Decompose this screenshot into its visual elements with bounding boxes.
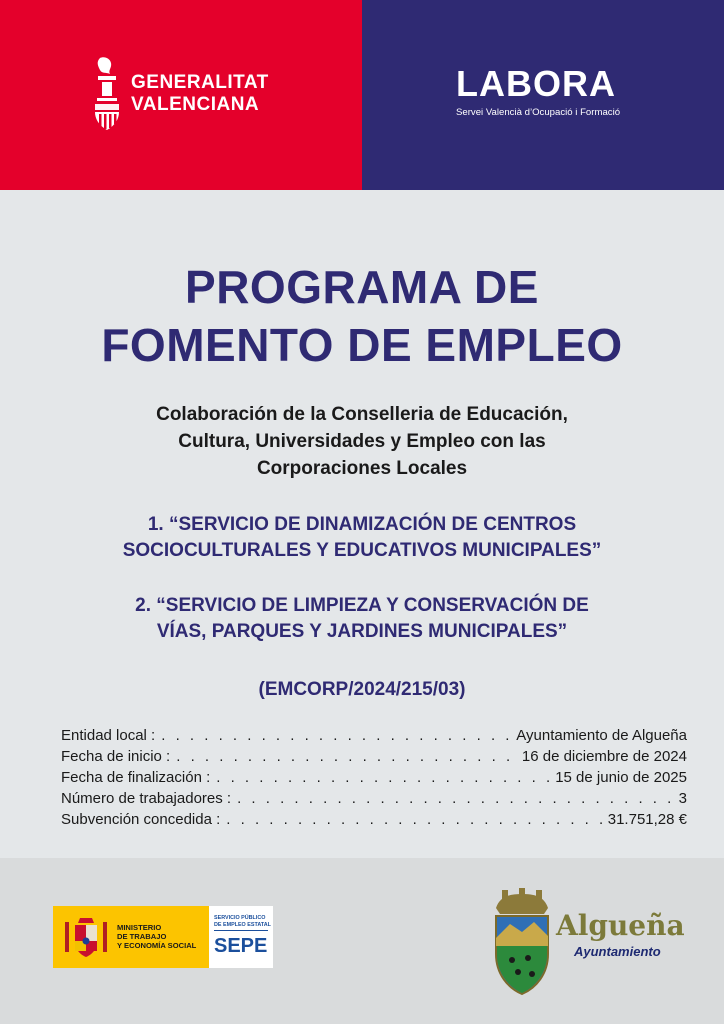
detail-value: 3 xyxy=(678,790,687,807)
dot-leader xyxy=(226,809,601,830)
labora-panel xyxy=(362,0,724,190)
labora-logo-title: LABORA xyxy=(456,63,616,104)
ministerio-line2: DE TRABAJO xyxy=(117,932,167,941)
service-2-line2: VÍAS, PARQUES Y JARDINES MUNICIPALES” xyxy=(156,621,568,642)
service-1-line1: 1. “SERVICIO DE DINAMIZACIÓN DE CENTROS xyxy=(147,514,577,535)
detail-label: Subvención concedida : xyxy=(61,811,221,828)
main-content xyxy=(0,190,724,858)
spain-coat-of-arms-icon xyxy=(63,914,109,960)
sepe-logo xyxy=(209,906,273,968)
ministerio-line1: MINISTERIO xyxy=(117,923,162,932)
sepe-caption-line2: DE EMPLEO ESTATAL xyxy=(214,921,271,928)
sepe-name: SEPE xyxy=(214,935,268,957)
program-code: (EMCORP/2024/215/03) xyxy=(258,679,466,700)
sepe-divider xyxy=(214,930,268,931)
details-list xyxy=(61,725,687,830)
detail-row xyxy=(61,746,687,767)
sepe-caption xyxy=(214,915,271,928)
program-title xyxy=(0,258,724,374)
service-1-line2: SOCIOCULTURALES Y EDUCATIVOS MUNICIPALES” xyxy=(122,540,602,561)
footer-logos xyxy=(0,858,724,1024)
service-2-line1: 2. “SERVICIO DE LIMPIEZA Y CONSERVACIÓN DE xyxy=(135,595,589,616)
generalitat-logo-icon xyxy=(90,56,124,132)
sepe-caption-line1: SERVICIO PÚBLICO xyxy=(214,915,266,921)
detail-value: Ayuntamiento de Algueña xyxy=(516,727,687,744)
detail-value: 16 de diciembre de 2024 xyxy=(521,748,687,765)
generalitat-line2: VALENCIANA xyxy=(131,94,260,115)
dot-leader xyxy=(161,725,510,746)
subtitle-line2: Cultura, Universidades y Empleo con las xyxy=(178,431,546,452)
subtitle-line1: Colaboración de la Conselleria de Educación, xyxy=(156,404,568,425)
collaboration-subtitle xyxy=(0,401,724,482)
dot-leader xyxy=(237,788,673,809)
ministerio-line3: Y ECONOMÍA SOCIAL xyxy=(117,941,197,950)
ministerio-text xyxy=(117,923,196,950)
detail-row xyxy=(61,809,687,830)
header xyxy=(0,0,724,190)
detail-label: Fecha de finalización : xyxy=(61,769,211,786)
detail-row xyxy=(61,767,687,788)
alguena-coat-of-arms-icon xyxy=(488,888,556,996)
program-title-line1: PROGRAMA DE xyxy=(185,261,539,313)
alguena-subtitle: Ayuntamiento xyxy=(574,944,661,959)
detail-label: Fecha de inicio : xyxy=(61,748,171,765)
dot-leader xyxy=(216,767,549,788)
dot-leader xyxy=(176,746,516,767)
detail-value: 15 de junio de 2025 xyxy=(555,769,687,786)
alguena-wordmark: Algueña xyxy=(556,909,685,942)
detail-label: Entidad local : xyxy=(61,727,156,744)
detail-value: 31.751,28 € xyxy=(607,811,687,828)
ministerio-logo xyxy=(53,906,209,968)
detail-row xyxy=(61,788,687,809)
service-1 xyxy=(0,512,724,564)
generalitat-panel xyxy=(0,0,362,190)
generalitat-wordmark xyxy=(131,72,269,116)
detail-label: Número de trabajadores : xyxy=(61,790,232,807)
detail-row xyxy=(61,725,687,746)
subtitle-line3: Corporaciones Locales xyxy=(256,458,468,479)
generalitat-line1: GENERALITAT xyxy=(131,72,269,93)
program-title-line2: FOMENTO DE EMPLEO xyxy=(101,319,623,371)
labora-logo-subtitle: Servei Valencià d’Ocupació i Formació xyxy=(456,107,621,118)
service-2 xyxy=(0,593,724,645)
